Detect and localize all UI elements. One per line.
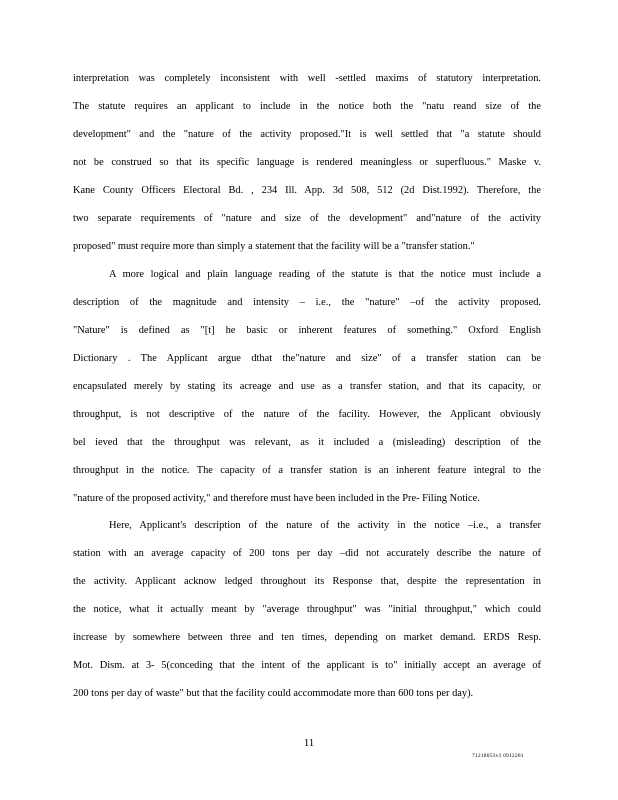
paragraph-first-line: A more logical and plain language reading of the statute is that the notice must include a [109,269,541,280]
body-line: station with an average capacity of 200 tons per day –did not accurately describe the nature of [73,548,541,559]
paragraph-first-line: Here, Applicant's description of the nature of the activity in the notice –i.e., a transfer [109,520,541,531]
body-line: the activity. Applicant acknow ledged throughout its Response that, despite the representation in [73,576,541,587]
body-line: Mot. Dism. at 3- 5(conceding that the intent of the applicant is to" initially accept an average of [73,660,541,671]
body-line: "nature of the proposed activity," and therefore must have been included in the Pre- Filing Notice. [73,493,480,504]
body-line: development" and the "nature of the activity proposed."It is well settled that "a statute should [73,129,541,140]
body-line: description of the magnitude and intensity – i.e., the "nature" –of the activity proposed. [73,297,541,308]
body-line: the notice, what it actually meant by "average throughput" was "initial throughput," which could [73,604,541,615]
body-line: Kane County Officers Electoral Bd. , 234 Ill. App. 3d 508, 512 (2d Dist.1992). Therefore, the [73,185,541,196]
body-line: not be construed so that its specific language is rendered meaningless or superfluous." Maske v. [73,157,541,168]
body-line: proposed" must require more than simply a statement that the facility will be a "transfer station." [73,241,475,252]
body-line: two separate requirements of "nature and size of the development" and"nature of the activity [73,213,541,224]
body-line: encapsulated merely by stating its acreage and use as a transfer station, and that its capacity, or [73,381,541,392]
body-line: throughput, is not descriptive of the nature of the facility. However, the Applicant obviously [73,409,541,420]
body-line: interpretation was completely inconsistent with well -settled maxims of statutory interpretation. [73,73,541,84]
body-line: increase by somewhere between three and ten times, depending on market demand. ERDS Resp. [73,632,541,643]
body-line: bel ieved that the throughput was relevant, as it included a (misleading) description of the [73,437,541,448]
body-line: The statute requires an applicant to include in the notice both the "natu reand size of the [73,101,541,112]
body-line: throughput in the notice. The capacity of a transfer station is an inherent feature integral to the [73,465,541,476]
document-id-code: 71218053v3 0912281 [472,753,524,759]
body-line: "Nature" is defined as "[t] he basic or inherent features of something." Oxford English [73,325,541,336]
body-line: 200 tons per day of waste" but that the facility could accommodate more than 600 tons per day). [73,688,474,699]
page-number: 11 [303,737,315,749]
body-line: Dictionary . The Applicant argue dthat the"nature and size" of a transfer station can be [73,353,541,364]
